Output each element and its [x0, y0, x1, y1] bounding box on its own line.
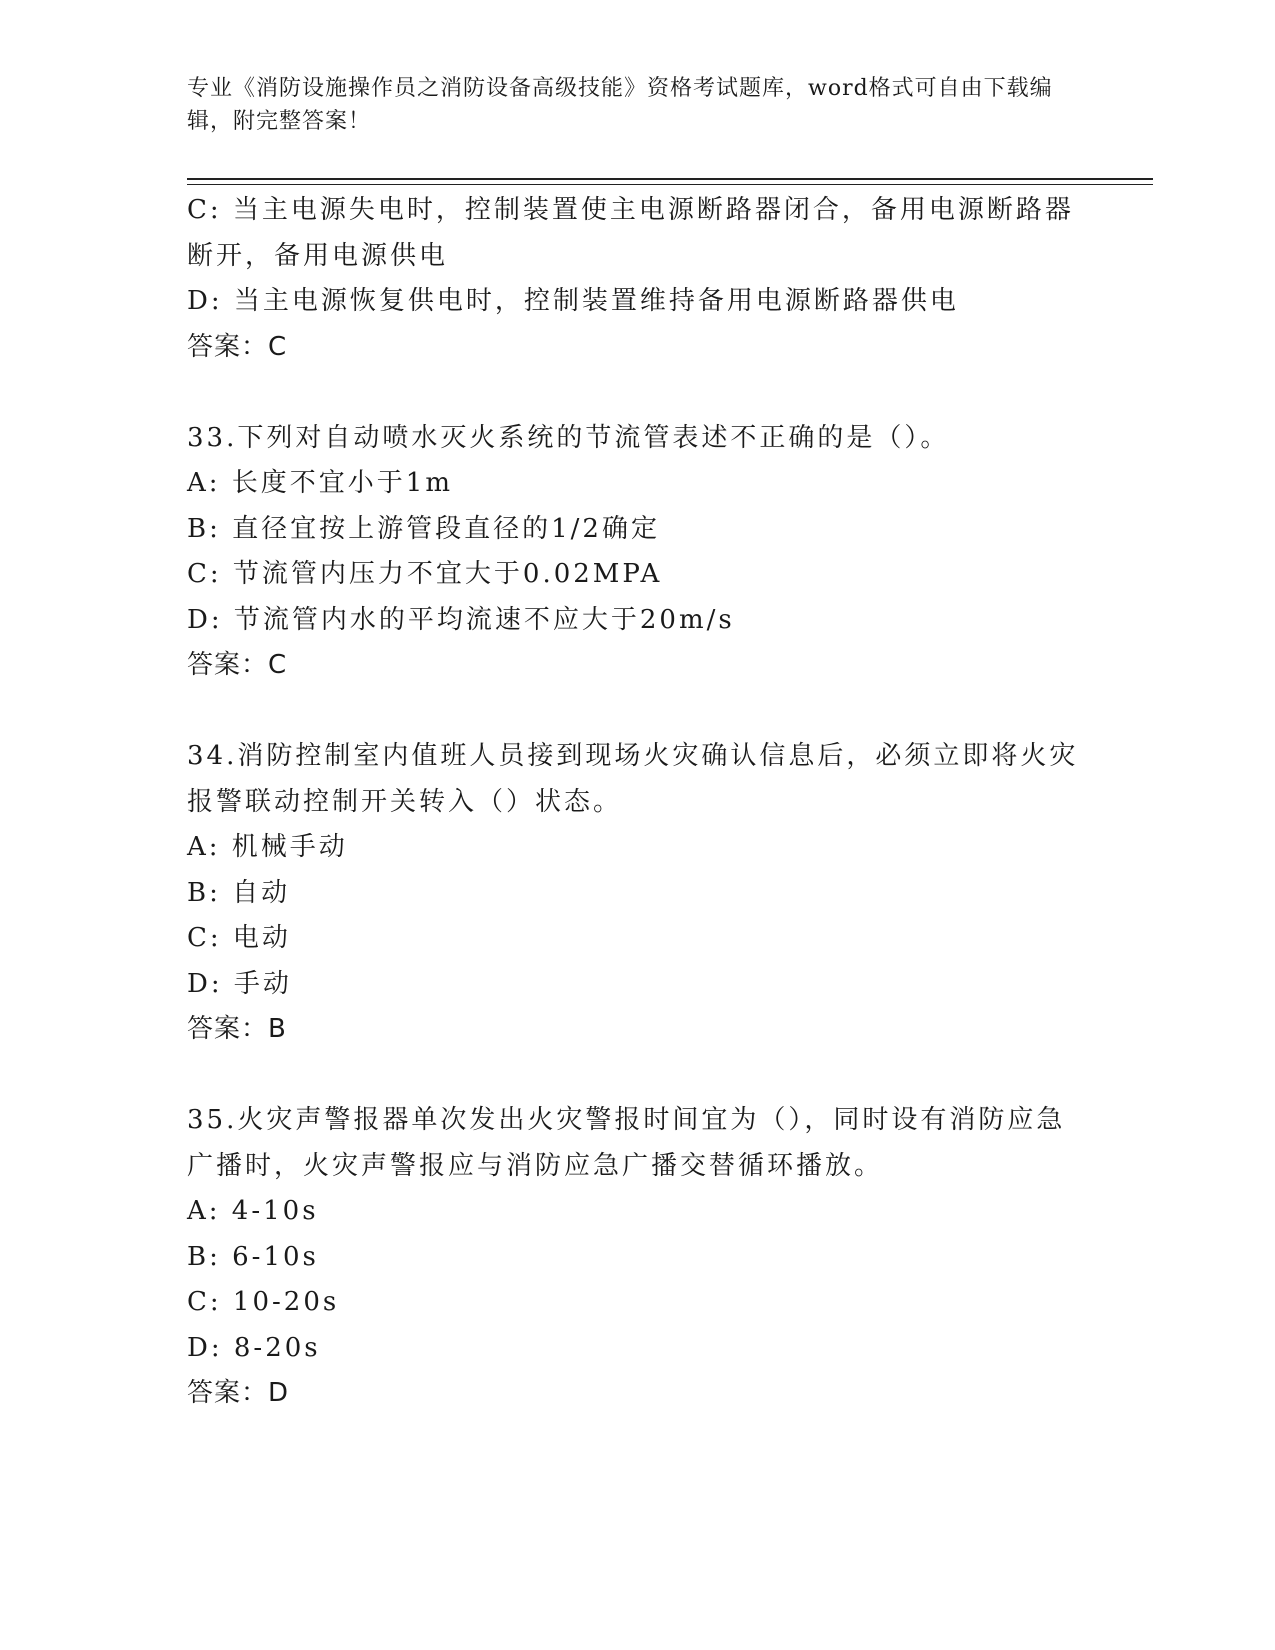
- spacer: [187, 689, 1087, 735]
- option-c: C: 10-20s: [187, 1287, 340, 1317]
- option-a: A: 机械手动: [187, 832, 348, 862]
- question-34: [187, 734, 1087, 1053]
- document-header: 专业《消防设施操作员之消防设备高级技能》资格考试题库，word格式可自由下载编辑，附完整答案！: [187, 76, 1053, 134]
- question-33: [187, 416, 1087, 689]
- header-divider-thick: [187, 178, 1153, 180]
- option-a: A: 4-10s: [187, 1196, 319, 1226]
- question-stem: 35.火灾声警报器单次发出火灾警报时间宜为（），同时设有消防应急广播时，火灾声警报应与消防应急广播交替循环播放。: [187, 1105, 1066, 1181]
- option-d: D: 手动: [187, 968, 292, 999]
- option-c: C: 当主电源失电时，控制装置使主电源断路器闭合，备用电源断路器断开，备用电源供电: [187, 195, 1074, 271]
- option-b: B: 6-10s: [187, 1241, 319, 1272]
- answer-line: 答案：D: [187, 1378, 290, 1408]
- question-stem: 33.下列对自动喷水灭火系统的节流管表述不正确的是（）。: [187, 422, 950, 453]
- option-d: D: 8-20s: [187, 1332, 321, 1363]
- option-c: C: 电动: [187, 923, 291, 953]
- spacer: [187, 1053, 1087, 1099]
- question-35: [187, 1098, 1087, 1417]
- option-a: A: 长度不宜小于1m: [187, 468, 453, 498]
- question-list: [187, 188, 1087, 1417]
- option-b: B: 直径宜按上游管段直径的1/2确定: [187, 513, 660, 544]
- question-32-continuation: [187, 188, 1087, 370]
- option-d: D: 节流管内水的平均流速不应大于20m/s: [187, 604, 735, 635]
- spacer: [187, 370, 1087, 416]
- question-stem: 34.消防控制室内值班人员接到现场火灾确认信息后，必须立即将火灾报警联动控制开关转入（）状态。: [187, 741, 1079, 817]
- answer-line: 答案：B: [187, 1014, 287, 1044]
- option-d: D: 当主电源恢复供电时，控制装置维持备用电源断路器供电: [187, 286, 959, 316]
- header-divider-thin: [187, 184, 1153, 185]
- answer-line: 答案：C: [187, 650, 288, 680]
- answer-line: 答案：C: [187, 331, 288, 362]
- option-b: B: 自动: [187, 877, 291, 908]
- option-c: C: 节流管内压力不宜大于0.02MPA: [187, 559, 663, 589]
